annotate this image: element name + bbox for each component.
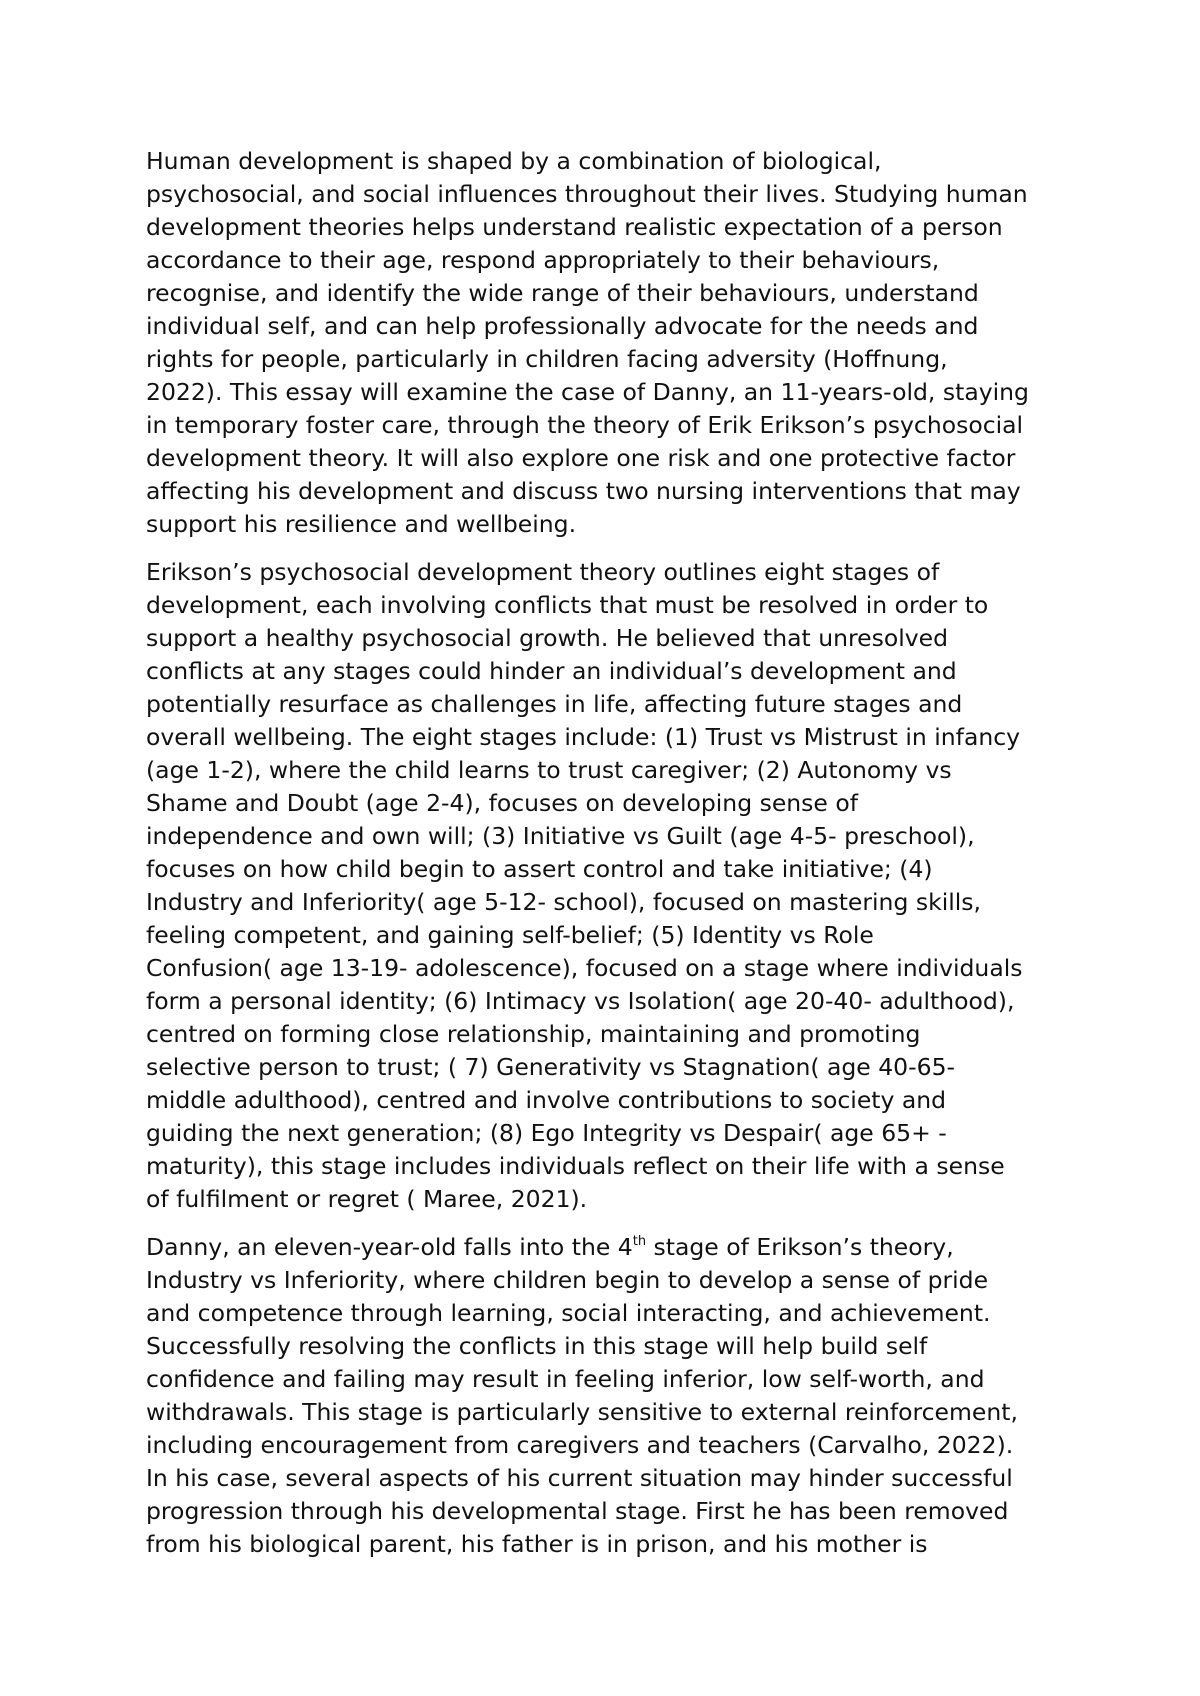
text-line: support his resilience and wellbeing. bbox=[146, 510, 577, 538]
text-line: form a personal identity; (6) Intimacy vs Isolation( age 20-40- adulthood), bbox=[146, 987, 1015, 1015]
text-line: confidence and failing may result in feeling inferior, low self-worth, and bbox=[146, 1365, 985, 1393]
text-line: Confusion( age 13-19- adolescence), focused on a stage where individuals bbox=[146, 954, 1023, 982]
text-line: withdrawals. This stage is particularly sensitive to external reinforcement, bbox=[146, 1398, 1018, 1426]
text-line: Industry and Inferiority( age 5-12- school), focused on mastering skills, bbox=[146, 888, 981, 916]
text-line: support a healthy psychosocial growth. He believed that unresolved bbox=[146, 624, 949, 652]
text-line: progression through his developmental stage. First he has been removed bbox=[146, 1497, 1009, 1525]
text-line: development theory. It will also explore one risk and one protective factor bbox=[146, 444, 1016, 472]
text-fragment: Danny, an eleven-year-old falls into the 4 bbox=[146, 1233, 633, 1261]
text-line: guiding the next generation; (8) Ego Integrity vs Despair( age 65+ - bbox=[146, 1119, 947, 1147]
text-line: Industry vs Inferiority, where children begin to develop a sense of pride bbox=[146, 1266, 989, 1294]
text-line: of fulfilment or regret ( Maree, 2021). bbox=[146, 1185, 588, 1213]
text-line bbox=[146, 1231, 1076, 1264]
essay-body bbox=[146, 145, 1076, 1576]
text-line: overall wellbeing. The eight stages include: (1) Trust vs Mistrust in infancy bbox=[146, 723, 1021, 751]
text-line: focuses on how child begin to assert control and take initiative; (4) bbox=[146, 855, 933, 883]
text-line: 2022). This essay will examine the case of Danny, an 11-years-old, staying bbox=[146, 378, 1029, 406]
text-line: centred on forming close relationship, maintaining and promoting bbox=[146, 1020, 921, 1048]
text-line: selective person to trust; ( 7) Generativity vs Stagnation( age 40-65- bbox=[146, 1053, 955, 1081]
text-line: affecting his development and discuss two nursing interventions that may bbox=[146, 477, 1021, 505]
text-line: in temporary foster care, through the theory of Erik Erikson’s psychosocial bbox=[146, 411, 1024, 439]
text-line: rights for people, particularly in children facing adversity (Hoffnung, bbox=[146, 345, 948, 373]
paragraph-introduction bbox=[146, 145, 1076, 541]
paragraph-erikson-stages bbox=[146, 556, 1076, 1216]
text-line: middle adulthood), centred and involve contributions to society and bbox=[146, 1086, 947, 1114]
text-line: recognise, and identify the wide range of their behaviours, understand bbox=[146, 279, 979, 307]
text-line: accordance to their age, respond appropriately to their behaviours, bbox=[146, 246, 940, 274]
text-line: from his biological parent, his father is in prison, and his mother is bbox=[146, 1530, 928, 1558]
text-line: conflicts at any stages could hinder an individual’s development and bbox=[146, 657, 957, 685]
text-line: Human development is shaped by a combination of biological, bbox=[146, 147, 882, 175]
text-line: Successfully resolving the conflicts in this stage will help build self bbox=[146, 1332, 928, 1360]
text-line: Shame and Doubt (age 2-4), focuses on developing sense of bbox=[146, 789, 858, 817]
text-line: feeling competent, and gaining self-belief; (5) Identity vs Role bbox=[146, 921, 874, 949]
paragraph-danny-case bbox=[146, 1231, 1076, 1561]
text-line: development, each involving conflicts that must be resolved in order to bbox=[146, 591, 989, 619]
text-line: In his case, several aspects of his current situation may hinder successful bbox=[146, 1464, 1013, 1492]
text-line: and competence through learning, social interacting, and achievement. bbox=[146, 1299, 991, 1327]
text-fragment: stage of Erikson’s theory, bbox=[646, 1233, 954, 1261]
ordinal-superscript: th bbox=[632, 1234, 647, 1250]
text-line: maturity), this stage includes individuals reflect on their life with a sense bbox=[146, 1152, 1005, 1180]
text-line: independence and own will; (3) Initiative vs Guilt (age 4-5- preschool), bbox=[146, 822, 975, 850]
text-line: (age 1-2), where the child learns to trust caregiver; (2) Autonomy vs bbox=[146, 756, 952, 784]
text-line: including encouragement from caregivers and teachers (Carvalho, 2022). bbox=[146, 1431, 1014, 1459]
text-line: Erikson’s psychosocial development theory outlines eight stages of bbox=[146, 558, 940, 586]
text-line: development theories helps understand realistic expectation of a person bbox=[146, 213, 1003, 241]
text-line: psychosocial, and social influences throughout their lives. Studying human bbox=[146, 180, 1028, 208]
text-line: individual self, and can help professionally advocate for the needs and bbox=[146, 312, 979, 340]
text-line: potentially resurface as challenges in life, affecting future stages and bbox=[146, 690, 963, 718]
